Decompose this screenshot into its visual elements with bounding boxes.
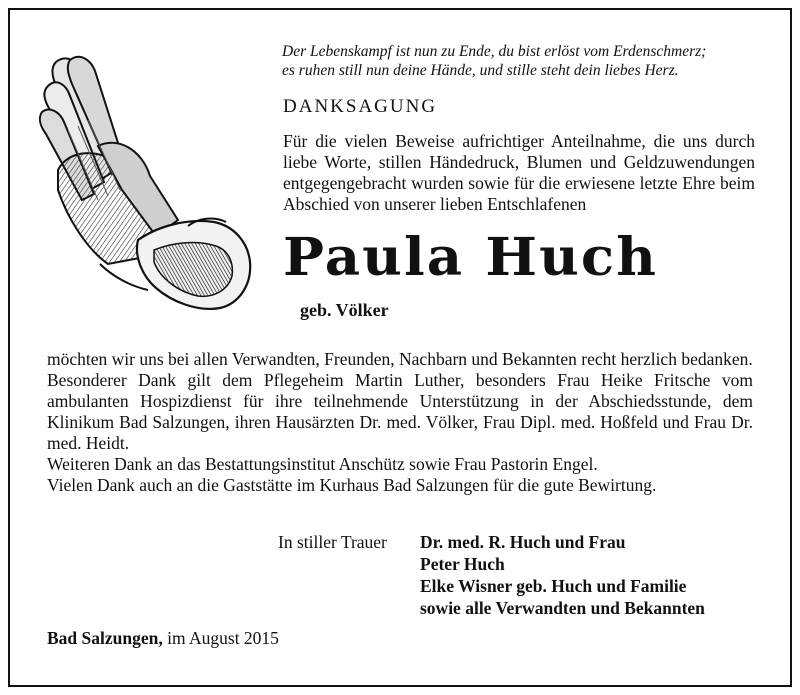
body-text	[47, 349, 753, 496]
mourner-name: Dr. med. R. Huch und Frau	[420, 532, 626, 552]
mourner-name: Peter Huch	[420, 554, 505, 574]
date: im August 2015	[167, 628, 279, 648]
mourner-name: Elke Wisner geb. Huch und Familie	[420, 576, 687, 596]
place: Bad Salzungen,	[47, 628, 163, 648]
poem	[282, 42, 762, 80]
body-paragraph-3: Weiteren Dank an das Bestattungsinstitut Anschütz sowie Frau Pastorin Engel.	[47, 454, 598, 474]
mourning-label: In stiller Trauer	[278, 532, 387, 552]
praying-hands-icon	[38, 50, 253, 315]
place-date	[47, 628, 279, 649]
body-paragraph-1: möchten wir uns bei allen Verwandten, Freunden, Nachbarn und Bekannten recht herzlich bedanken.	[47, 349, 753, 369]
mourner-name: sowie alle Verwandten und Bekannten	[420, 598, 705, 618]
body-paragraph-4: Vielen Dank auch an die Gaststätte im Kurhaus Bad Salzungen für die gute Bewirtung.	[47, 475, 657, 495]
heading: DANKSAGUNG	[283, 96, 438, 117]
poem-line-2: es ruhen still nun deine Hände, und stille steht dein liebes Herz.	[282, 62, 679, 79]
mourners-list	[420, 531, 705, 619]
poem-line-1: Der Lebenskampf ist nun zu Ende, du bist erlöst vom Erdenschmerz;	[282, 43, 707, 60]
birth-name: geb. Völker	[300, 300, 389, 320]
body-paragraph-2: Besonderer Dank gilt dem Pflegeheim Martin Luther, besonders Frau Heike Fritsche vom ambulanten Hospizdienst für ihre teilnehmende Unterstützung in der Abschiedsstunde, dem Klinikum Bad Salzungen, ihren Hausärzten Dr. med. Völker, Frau Dipl. med. Hoßfeld und Frau Dr. med. Heidt.	[47, 370, 753, 453]
deceased-name: Paula Huch	[283, 227, 659, 288]
intro-paragraph: Für die vielen Beweise aufrichtiger Anteilnahme, die uns durch liebe Worte, stillen Händedruck, Blumen und Geldzuwendungen entgegengebracht wurden sowie für die erwiesene letzte Ehre beim Abschied von unserer lieben Entschlafenen	[283, 131, 755, 214]
